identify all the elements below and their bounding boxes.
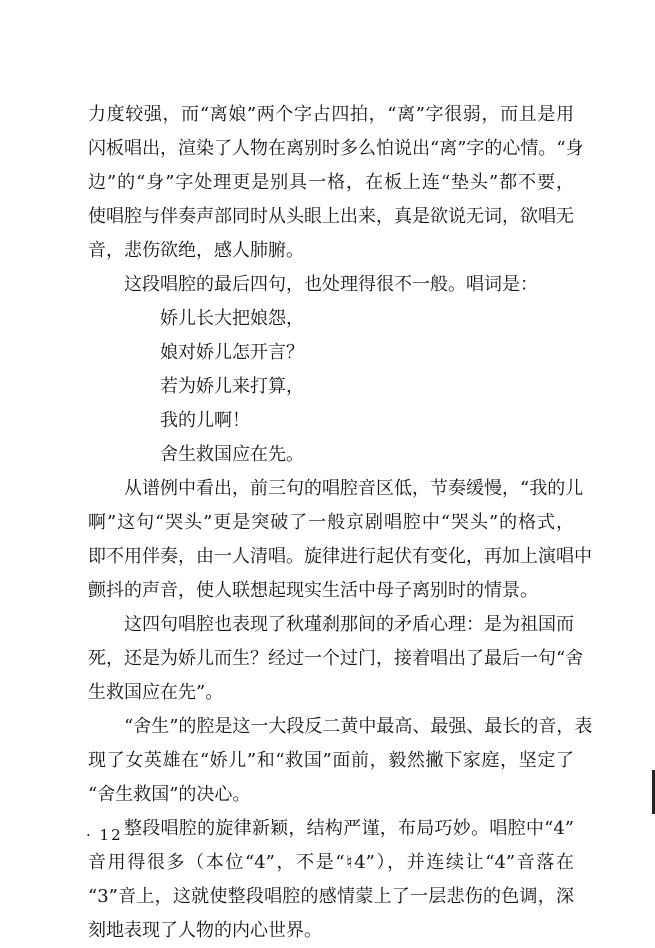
body-text bbox=[88, 98, 593, 948]
paragraph-line: 闪板唱出，渲染了人物在离别时多么怕说出“离”字的心情。“身 bbox=[88, 138, 584, 159]
lyric-line: 我的儿啊！ bbox=[160, 410, 250, 431]
paragraph-line: 音用得很多（本位“4”，不是“♮4”），并连续让“4”音落在 bbox=[88, 852, 574, 873]
lyric-line: 若为娇儿来打算， bbox=[160, 376, 304, 397]
paragraph-line: 啊”这句“哭头”更是突破了一般京剧唱腔中“哭头”的格式， bbox=[88, 512, 574, 533]
paragraph-line: 这段唱腔的最后四句，也处理得很不一般。唱词是： bbox=[124, 274, 538, 295]
lyric-line: 娘对娇儿怎开言？ bbox=[160, 342, 304, 363]
paragraph-line: 颤抖的声音，使人联想起现实生活中母子离别时的情景。 bbox=[88, 580, 538, 601]
paragraph-line: 从谱例中看出，前三句的唱腔音区低，节奏缓慢，“我的儿 bbox=[124, 478, 584, 499]
paragraph-line: 生救国应在先”。 bbox=[88, 682, 224, 703]
paragraph-line: 现了女英雄在“娇儿”和“救国”面前，毅然撇下家庭，坚定了 bbox=[88, 750, 574, 771]
paragraph-line: “3”音上，这就使整段唱腔的感情蒙上了一层悲伤的色调，深 bbox=[88, 886, 574, 907]
lyric-line: 娇儿长大把娘怨， bbox=[160, 308, 304, 329]
paragraph-line: 整段唱腔的旋律新颖，结构严谨，布局巧妙。唱腔中“4” bbox=[124, 818, 574, 839]
paragraph-line: 刻地表现了人物的内心世界。 bbox=[88, 920, 322, 941]
paragraph-line: 力度较强，而“离娘”两个字占四拍，“离”字很弱，而且是用 bbox=[88, 104, 574, 125]
paragraph-line: 使唱腔与伴奏声部同时从头眼上出来，真是欲说无词，欲唱无 bbox=[88, 206, 574, 227]
paragraph-line: “舍生救国”的决心。 bbox=[88, 784, 251, 805]
page-number: · 12 · bbox=[86, 826, 137, 844]
lyric-line: 舍生救国应在先。 bbox=[160, 444, 304, 465]
paragraph-line: 这四句唱腔也表现了秋瑾刹那间的矛盾心理：是为祖国而 bbox=[124, 614, 574, 635]
paragraph-line: 音，悲伤欲绝，感人肺腑。 bbox=[88, 240, 304, 261]
paragraph-line: 边”的“身”字处理更是别具一格，在板上连“垫头”都不要， bbox=[88, 172, 574, 193]
paragraph-line: 即不用伴奏，由一人清唱。旋律进行起伏有变化，再加上演唱中 bbox=[88, 546, 592, 567]
paragraph-line: 死，还是为娇儿而生？经过一个过门，接着唱出了最后一句“舍 bbox=[88, 648, 584, 669]
paragraph-line: “舍生”的腔是这一大段反二黄中最高、最强、最长的音，表 bbox=[124, 716, 593, 737]
